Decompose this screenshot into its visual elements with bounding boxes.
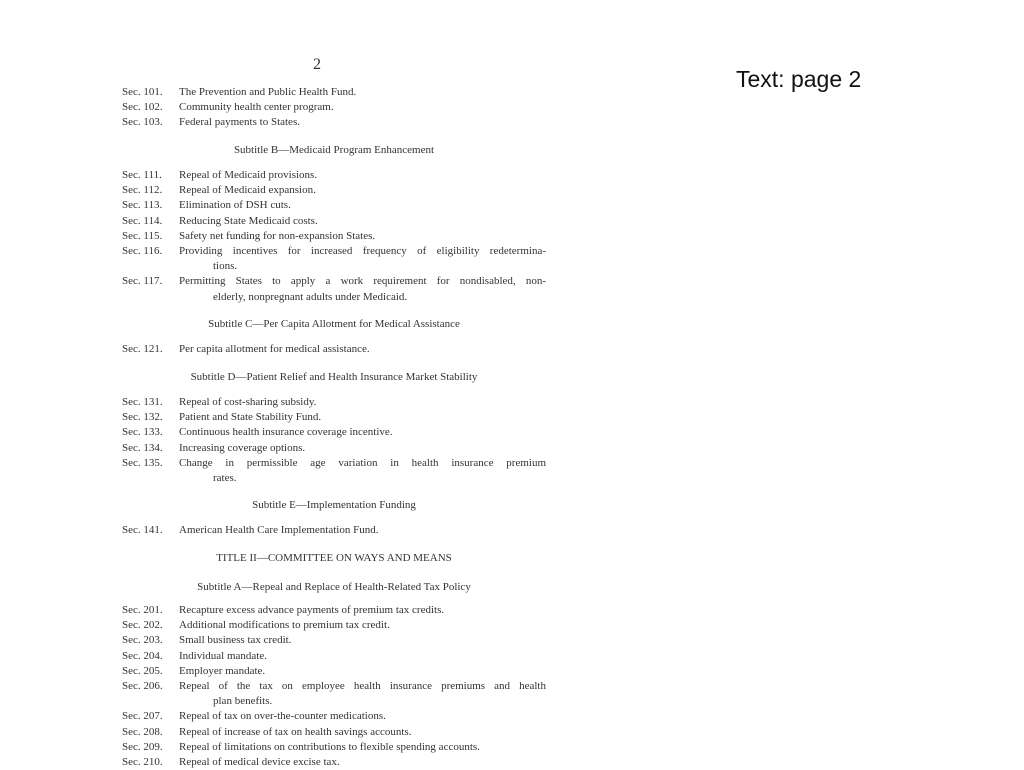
toc-entry-continuation [122,471,546,486]
section-title-continuation: plan benefits. [213,695,273,708]
section-title: Continuous health insurance coverage incentive. [179,426,393,439]
section-number: Sec. 114. [122,214,163,227]
section-title: Repeal of cost-sharing subsidy. [179,396,317,408]
section-heading: TITLE II—COMMITTEE ON WAYS AND MEANS [216,552,452,564]
section-number: Sec. 101. [122,86,163,98]
toc-entry-continuation [122,259,546,274]
toc-entry [122,214,546,229]
section-number: Sec. 207. [122,710,163,723]
toc-entry [122,115,546,130]
section-heading: Subtitle A—Repeal and Replace of Health-Related Tax Policy [197,581,471,593]
section-title: Safety net funding for non-expansion States. [179,229,376,242]
toc-entry-continuation [122,694,546,709]
section-title: Providing incentives for increased frequency of eligibility redetermina- [179,244,546,257]
toc-entry [122,198,546,213]
toc-entry [122,441,546,456]
toc-entry [122,168,546,183]
section-title: Permitting States to apply a work requirement for nondisabled, non- [179,275,546,288]
section-title: Individual mandate. [179,649,267,662]
section-title-continuation: rates. [213,471,237,484]
toc-entry-continuation [122,290,546,305]
indent-spacer [122,259,179,274]
section-number: Sec. 121. [122,343,163,355]
section-number: Sec. 102. [122,101,163,114]
toc-entry [122,523,546,538]
indent-spacer [122,694,179,709]
section-title: Community health center program. [179,101,334,114]
toc-entry [122,229,546,244]
section-number: Sec. 141. [122,524,163,536]
section-heading: Subtitle E—Implementation Funding [252,499,416,511]
indent-spacer [122,471,179,486]
section-title: Small business tax credit. [179,634,292,647]
section-number: Sec. 210. [122,755,163,768]
section-number: Sec. 133. [122,426,163,439]
toc-entry [122,244,546,259]
toc-entry [122,395,546,410]
section-number: Sec. 115. [122,229,163,242]
section-title: Federal payments to States. [179,116,300,129]
toc-entry [122,425,546,440]
toc-entry [122,456,546,471]
section-list [122,523,546,538]
section-title: Employer mandate. [179,664,266,677]
section-number: Sec. 112. [122,184,163,197]
section-number: Sec. 131. [122,396,163,408]
toc-entry [122,603,546,618]
section-number: Sec. 206. [122,679,163,692]
section-title: Repeal of medical device excise tax. [179,755,340,768]
section-title: Repeal of the tax on employee health insurance premiums and health [179,679,546,692]
toc-entry [122,664,546,679]
section-number: Sec. 202. [122,619,163,632]
section-number: Sec. 116. [122,244,163,257]
section-number: Sec. 205. [122,664,163,677]
section-title: American Health Care Implementation Fund. [179,524,379,536]
section-title-continuation: elderly, nonpregnant adults under Medicaid. [213,290,408,303]
section-title-continuation: tions. [213,260,238,273]
section-heading: Subtitle C—Per Capita Allotment for Medical Assistance [208,318,460,330]
toc-entry [122,725,546,740]
toc-entry [122,274,546,289]
page-number: 2 [313,56,321,73]
section-list [122,603,546,770]
section-number: Sec. 103. [122,116,163,129]
toc-entry [122,679,546,694]
toc-entry [122,85,546,100]
section-heading: Subtitle D—Patient Relief and Health Insurance Market Stability [190,371,478,383]
section-number: Sec. 111. [122,169,162,181]
toc-entry [122,649,546,664]
section-number: Sec. 132. [122,411,163,424]
section-title: Reducing State Medicaid costs. [179,214,318,227]
toc-entry [122,633,546,648]
section-title: Patient and State Stability Fund. [179,411,322,424]
section-title: Repeal of Medicaid expansion. [179,184,316,197]
section-title: Elimination of DSH cuts. [179,199,291,212]
section-list [122,168,546,305]
section-number: Sec. 201. [122,604,163,616]
section-number: Sec. 134. [122,441,163,454]
section-heading: Subtitle B—Medicaid Program Enhancement [233,144,435,156]
section-number: Sec. 204. [122,649,163,662]
toc-entry [122,183,546,198]
section-title: Repeal of limitations on contributions to flexible spending accounts. [179,740,480,753]
section-list [122,395,546,486]
section-number: Sec. 209. [122,740,163,753]
section-number: Sec. 135. [122,456,163,469]
section-title: The Prevention and Public Health Fund. [179,86,357,98]
section-title: Repeal of increase of tax on health savings accounts. [179,725,412,738]
section-number: Sec. 117. [122,275,163,288]
section-title: Recapture excess advance payments of premium tax credits. [179,604,445,616]
toc-entry [122,618,546,633]
section-title: Additional modifications to premium tax credit. [179,619,390,632]
section-number: Sec. 208. [122,725,163,738]
toc-entry [122,709,546,724]
section-list [122,342,546,357]
section-title: Change in permissible age variation in health insurance premium [179,456,546,469]
indent-spacer [122,290,179,305]
section-title: Repeal of tax on over-the-counter medications. [179,710,386,723]
slide-caption: Text: page 2 [736,66,862,92]
section-number: Sec. 203. [122,634,163,647]
section-list [122,85,546,131]
toc-entry [122,410,546,425]
section-title: Increasing coverage options. [179,441,306,454]
toc-entry [122,740,546,755]
section-title: Repeal of Medicaid provisions. [179,169,318,181]
section-number: Sec. 113. [122,199,163,212]
section-title: Per capita allotment for medical assistance. [179,343,370,355]
toc-entry [122,100,546,115]
toc-entry [122,342,546,357]
